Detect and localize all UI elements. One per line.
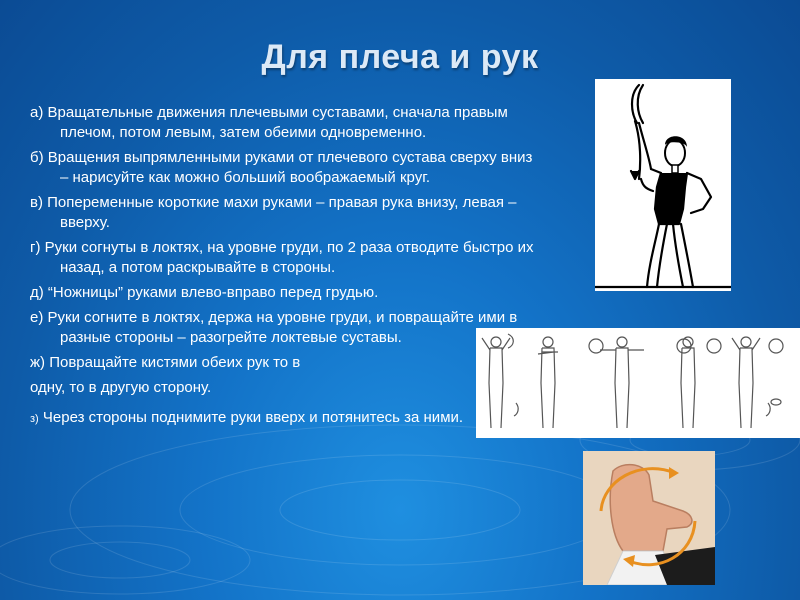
exercise-item-d: д) “Ножницы” руками влево-вправо перед грудью. [30,284,379,301]
exercise-item-e: е) Руки согните в локтях, держа на уровне груди, и повращайте ими в разные стороны – разогрейте локтевые суставы. [30,309,518,346]
exercise-item-z-letter: з) [30,413,39,425]
wrist-rotation-photo [583,451,715,585]
exercise-item-z-text: Через стороны поднимите руки вверх и потянитесь за ними. [38,409,464,426]
exercise-list [30,103,540,434]
exercise-item-v: в) Попеременные короткие махи руками – правая рука внизу, левая – вверху. [30,194,517,231]
arm-rotation-sequence-illustration [476,328,800,438]
slide-title: Для плеча и рук [261,38,539,76]
exercise-item-z [30,408,540,429]
exercise-item-zh-continued: одну, то в другую сторону. [30,379,212,396]
exercise-item-b: б) Вращения выпрямленными руками от плечевого сустава сверху вниз – нарисуйте как можно больший воображаемый круг. [30,149,533,186]
exercise-item-g: г) Руки согнуты в локтях, на уровне груди, по 2 раза отводите быстро их назад, а потом раскрывайте в стороны. [30,239,534,276]
exercise-item-a: а) Вращательные движения плечевыми суставами, сначала правым плечом, потом левым, затем обеими одновременно. [30,104,508,141]
exercise-item-zh: ж) Повращайте кистями обеих рук то в [30,354,301,371]
gymnast-arm-circle-illustration [595,79,731,291]
